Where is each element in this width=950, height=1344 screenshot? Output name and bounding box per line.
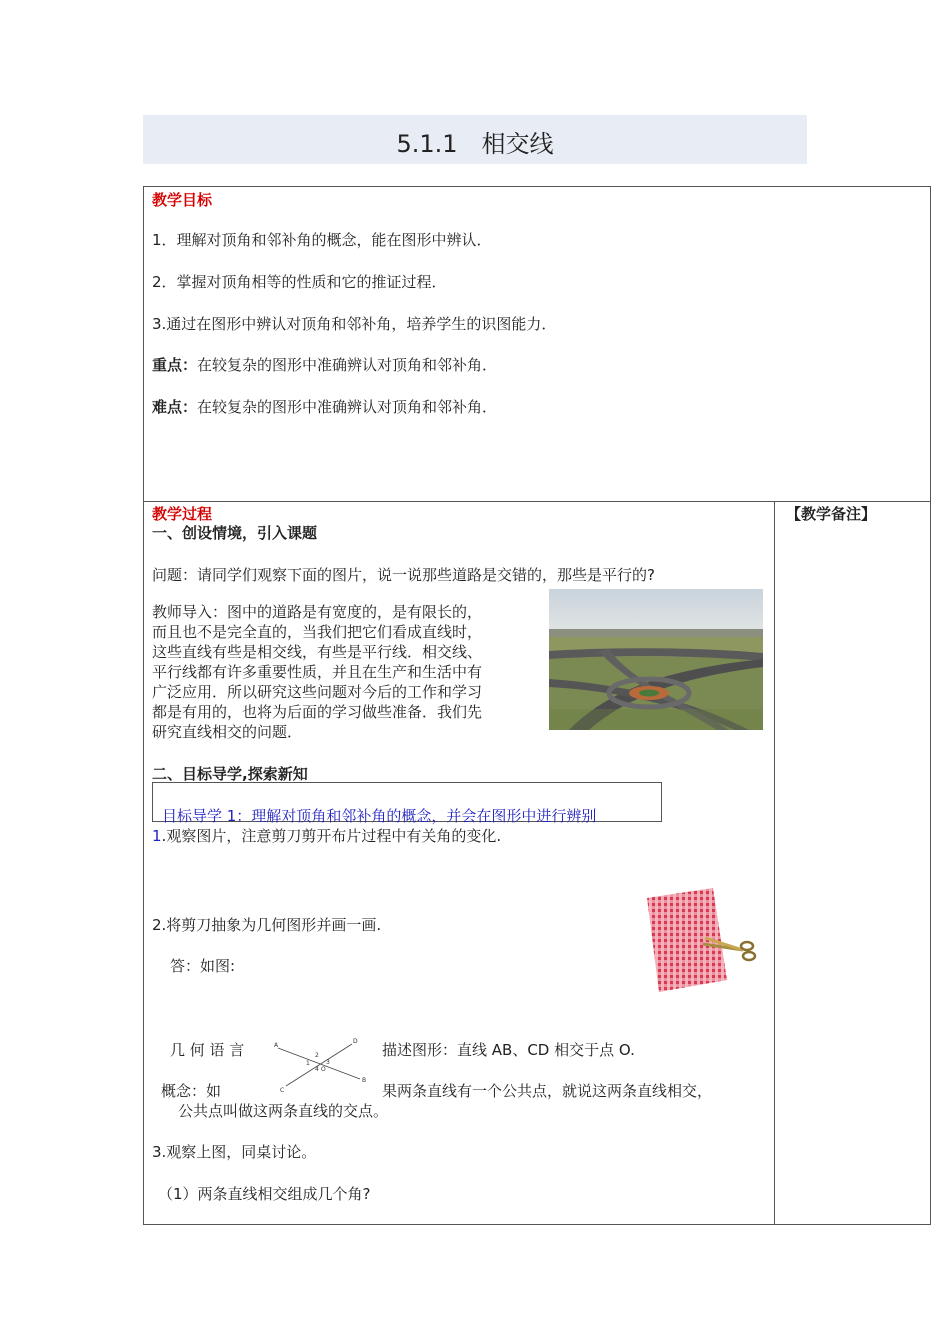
label-C: C: [280, 1087, 285, 1094]
angle-3: 3: [326, 1059, 330, 1066]
intersecting-lines-diagram: [272, 1034, 372, 1096]
title-number: 5.1.1: [396, 130, 458, 158]
process-heading: 教学过程: [152, 505, 213, 523]
step1-text: [152, 826, 501, 846]
title-text: 相交线: [481, 130, 554, 158]
teacher-intro: [152, 602, 524, 742]
key-point: [152, 355, 497, 375]
concept-text: 果两条直线有一个公共点，就说这两条直线相交，: [382, 1082, 713, 1100]
section2-title: 二、目标导学,探索新知: [152, 765, 308, 783]
objective-item: 1．理解对顶角和邻补角的概念，能在图形中辨认．: [152, 231, 492, 249]
key-text: 在较复杂的图形中准确辨认对顶角和邻补角．: [197, 356, 498, 374]
highway-interchange-photo: [549, 589, 763, 730]
intro-line: 这些直线有些是相交线，有些是平行线．相交线、: [152, 643, 483, 661]
cloth-scissors-image: [643, 888, 761, 992]
difficulty-point: [152, 397, 497, 417]
geo-language-label: 几 何 语 言: [170, 1041, 245, 1059]
difficulty-label: 难点：: [152, 398, 198, 416]
step3-text: 3.观察上图，同桌讨论。: [152, 1143, 317, 1161]
angle-2: 2: [315, 1052, 319, 1059]
step2-text: 2.将剪刀抽象为几何图形并画一画.: [152, 916, 382, 934]
notes-label: 【教学备注】: [786, 505, 877, 523]
intro-line: 广泛应用．所以研究这些问题对今后的工作和学习: [152, 683, 483, 701]
intro-line: 都是有用的，也将为后面的学习做些准备．我们先: [152, 703, 483, 721]
objective-item: 2．掌握对顶角相等的性质和它的推证过程．: [152, 273, 447, 291]
step1-body: .观察图片，注意剪刀剪开布片过程中有关角的变化.: [161, 827, 502, 845]
notes-column-divider: [774, 501, 775, 1225]
label-O: O: [321, 1066, 326, 1073]
describe-text: 描述图形：直线 AB、CD 相交于点 O.: [382, 1041, 635, 1059]
intro-line: 平行线都有许多重要性质，并且在生产和生活中有: [152, 663, 483, 681]
section1-title: 一、创设情境，引入课题: [152, 524, 318, 542]
objective-item: 3.通过在图形中辨认对顶角和邻补角，培养学生的识图能力．: [152, 315, 557, 333]
intro-line: 研究直线相交的问题．: [152, 723, 303, 741]
difficulty-text: 在较复杂的图形中准确辨认对顶角和邻补角．: [197, 398, 498, 416]
page-title: [143, 124, 807, 159]
answer-text: 答：如图:: [170, 957, 236, 975]
intro-line: 而且也不是完全直的，当我们把它们看成直线时，: [152, 623, 483, 641]
angle-1: 1: [306, 1060, 310, 1067]
goal1-text: 目标导学 1：理解对顶角和邻补角的概念，并会在图形中进行辨别: [162, 807, 597, 825]
label-D: D: [353, 1038, 358, 1045]
label-A: A: [274, 1042, 279, 1049]
question-text: 问题：请同学们观察下面的图片，说一说那些道路是交错的，那些是平行的?: [152, 566, 655, 584]
label-B: B: [362, 1077, 367, 1084]
concept-label: 概念：如: [161, 1082, 222, 1100]
angle-4: 4: [315, 1066, 319, 1073]
objectives-heading: 教学目标: [152, 191, 213, 209]
question1-text: （1）两条直线相交组成几个角?: [158, 1185, 371, 1203]
key-label: 重点：: [152, 356, 198, 374]
concept-text-cont: 公共点叫做这两条直线的交点。: [178, 1102, 389, 1120]
intro-line: 教师导入：图中的道路是有宽度的，是有限长的，: [152, 603, 483, 621]
step1-number: 1: [152, 827, 162, 845]
